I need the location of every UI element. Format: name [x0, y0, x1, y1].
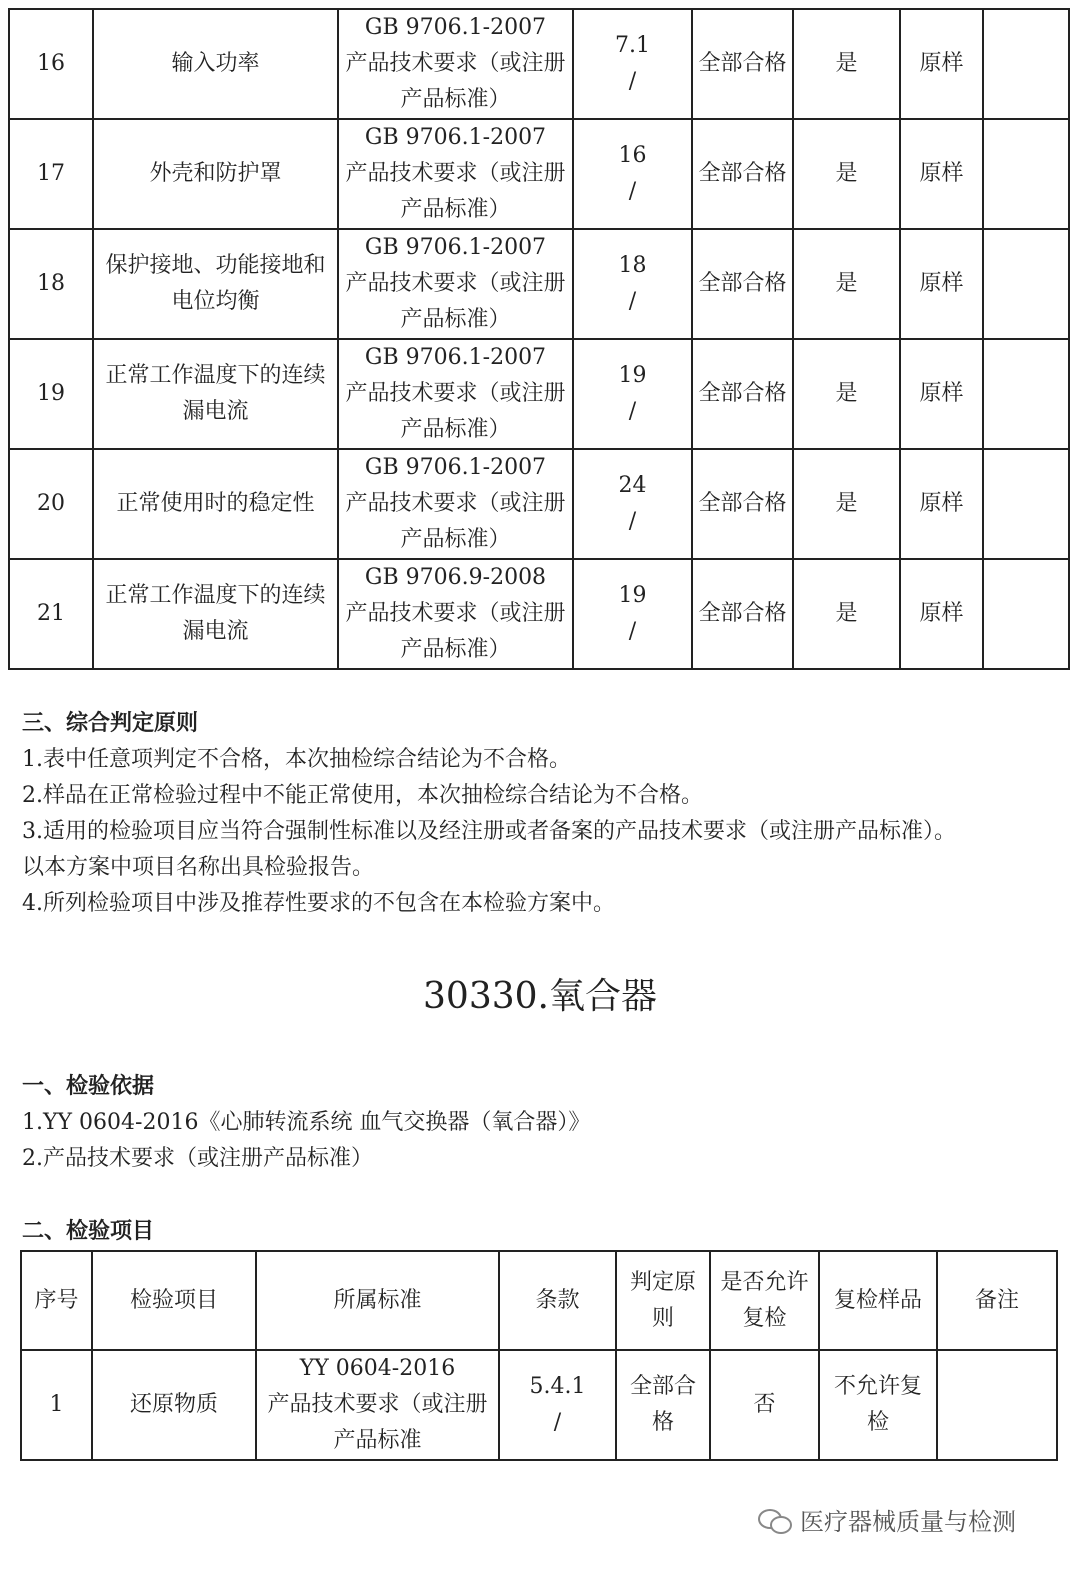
header-recheck: 是否允许复检	[710, 1251, 819, 1350]
table-row	[9, 119, 1069, 229]
recheck-sample: 原样	[900, 119, 983, 229]
row-number: 17	[9, 119, 93, 229]
standard-code: GB 9706.1-2007	[364, 235, 547, 260]
clause-sub: /	[628, 289, 637, 314]
principle-item: 1.表中任意项判定不合格，本次抽检综合结论为不合格。	[22, 747, 571, 772]
clause-cell	[573, 119, 692, 229]
clause-cell	[573, 229, 692, 339]
recheck-sample: 原样	[900, 339, 983, 449]
clause-number: 19	[618, 583, 647, 608]
standard-desc: 产品技术要求（或注册产品标准）	[345, 491, 566, 552]
recheck-allowed: 是	[793, 339, 900, 449]
header-rule: 判定原则	[616, 1251, 710, 1350]
table-row	[21, 1350, 1057, 1460]
clause-sub: /	[628, 69, 637, 94]
inspection-table-continued	[8, 8, 1070, 670]
recheck-allowed: 是	[793, 229, 900, 339]
standard-code: GB 9706.1-2007	[364, 345, 547, 370]
recheck-allowed: 是	[793, 449, 900, 559]
standard-desc: 产品技术要求（或注册产品标准）	[345, 161, 566, 222]
clause-sub: /	[628, 399, 637, 424]
standard-cell	[338, 559, 573, 669]
clause-cell	[573, 559, 692, 669]
judgement-rule: 全部合格	[692, 9, 793, 119]
recheck-allowed: 是	[793, 119, 900, 229]
table-header-row	[21, 1251, 1057, 1350]
clause-number: 5.4.1	[529, 1374, 586, 1399]
standard-cell	[338, 119, 573, 229]
item-name: 正常使用时的稳定性	[93, 449, 338, 559]
judgement-rule: 全部合格	[692, 559, 793, 669]
item-name: 输入功率	[93, 9, 338, 119]
header-item: 检验项目	[92, 1251, 256, 1350]
clause-number: 7.1	[615, 33, 650, 58]
product-title: 30330.氧合器	[423, 976, 657, 1017]
item-name: 保护接地、功能接地和电位均衡	[93, 229, 338, 339]
judgement-rule: 全部合格	[692, 449, 793, 559]
clause-sub: /	[628, 179, 637, 204]
table-row	[9, 449, 1069, 559]
row-number: 16	[9, 9, 93, 119]
recheck-allowed: 是	[793, 9, 900, 119]
recheck-sample: 不允许复检	[819, 1350, 937, 1460]
basis-item: 1.YY 0604-2016《心肺转流系统 血气交换器（氧合器）》	[22, 1110, 591, 1135]
row-number: 18	[9, 229, 93, 339]
row-number: 19	[9, 339, 93, 449]
judgement-rule: 全部合格	[692, 119, 793, 229]
clause-number: 19	[618, 363, 647, 388]
standard-code: GB 9706.1-2007	[364, 455, 547, 480]
standard-cell	[338, 229, 573, 339]
table-row	[9, 339, 1069, 449]
row-number: 20	[9, 449, 93, 559]
items-heading: 二、检验项目	[22, 1219, 155, 1244]
standard-desc: 产品技术要求（或注册产品标准）	[345, 271, 566, 332]
clause-cell	[573, 339, 692, 449]
principle-item: 3.适用的检验项目应当符合强制性标准以及经注册或者备案的产品技术要求（或注册产品标准）。	[22, 819, 956, 844]
principle-item: 以本方案中项目名称出具检验报告。	[22, 855, 375, 880]
table-row	[9, 559, 1069, 669]
recheck-sample: 原样	[900, 229, 983, 339]
watermark	[758, 1502, 1016, 1537]
header-no: 序号	[21, 1251, 92, 1350]
judgement-rule: 全部合格	[616, 1350, 710, 1460]
header-sample: 复检样品	[819, 1251, 937, 1350]
note-cell	[983, 449, 1069, 559]
item-name: 外壳和防护罩	[93, 119, 338, 229]
recheck-sample: 原样	[900, 9, 983, 119]
judgement-rule: 全部合格	[692, 229, 793, 339]
standard-code: GB 9706.1-2007	[364, 15, 547, 40]
clause-cell	[499, 1350, 616, 1460]
basis-heading: 一、检验依据	[22, 1074, 155, 1099]
clause-sub: /	[553, 1410, 562, 1435]
note-cell	[983, 339, 1069, 449]
clause-cell	[573, 449, 692, 559]
note-cell	[937, 1350, 1057, 1460]
standard-code: YY 0604-2016	[299, 1356, 456, 1381]
clause-number: 18	[618, 253, 647, 278]
standard-cell	[338, 9, 573, 119]
header-note: 备注	[937, 1251, 1057, 1350]
standard-desc: 产品技术要求（或注册产品标准）	[345, 51, 566, 112]
note-cell	[983, 559, 1069, 669]
clause-cell	[573, 9, 692, 119]
wechat-icon	[758, 1507, 792, 1533]
standard-cell	[256, 1350, 499, 1460]
item-name: 还原物质	[92, 1350, 256, 1460]
standard-code: GB 9706.1-2007	[364, 125, 547, 150]
basis-section	[22, 1069, 590, 1177]
item-name: 正常工作温度下的连续漏电流	[93, 339, 338, 449]
note-cell	[983, 119, 1069, 229]
standard-cell	[338, 449, 573, 559]
note-cell	[983, 9, 1069, 119]
recheck-allowed: 是	[793, 559, 900, 669]
row-number: 1	[21, 1350, 92, 1460]
clause-number: 24	[618, 473, 647, 498]
standard-desc: 产品技术要求（或注册产品标准）	[345, 381, 566, 442]
principles-section	[22, 706, 956, 922]
principle-item: 4.所列检验项目中涉及推荐性要求的不包含在本检验方案中。	[22, 891, 615, 916]
header-standard: 所属标准	[256, 1251, 499, 1350]
watermark-text: 医疗器械质量与检测	[800, 1508, 1016, 1536]
table-row	[9, 9, 1069, 119]
table-row	[9, 229, 1069, 339]
row-number: 21	[9, 559, 93, 669]
recheck-allowed: 否	[710, 1350, 819, 1460]
oxygenator-inspection-table	[20, 1250, 1058, 1461]
item-name: 正常工作温度下的连续漏电流	[93, 559, 338, 669]
principles-heading: 三、综合判定原则	[22, 711, 199, 736]
clause-sub: /	[628, 619, 637, 644]
recheck-sample: 原样	[900, 449, 983, 559]
standard-cell	[338, 339, 573, 449]
clause-sub: /	[628, 509, 637, 534]
principle-item: 2.样品在正常检验过程中不能正常使用，本次抽检综合结论为不合格。	[22, 783, 703, 808]
standard-desc: 产品技术要求（或注册产品标准）	[345, 601, 566, 662]
header-clause: 条款	[499, 1251, 616, 1350]
standard-code: GB 9706.9-2008	[364, 565, 547, 590]
recheck-sample: 原样	[900, 559, 983, 669]
clause-number: 16	[618, 143, 647, 168]
judgement-rule: 全部合格	[692, 339, 793, 449]
basis-item: 2.产品技术要求（或注册产品标准）	[22, 1146, 373, 1171]
note-cell	[983, 229, 1069, 339]
standard-desc: 产品技术要求（或注册产品标准	[267, 1392, 488, 1453]
